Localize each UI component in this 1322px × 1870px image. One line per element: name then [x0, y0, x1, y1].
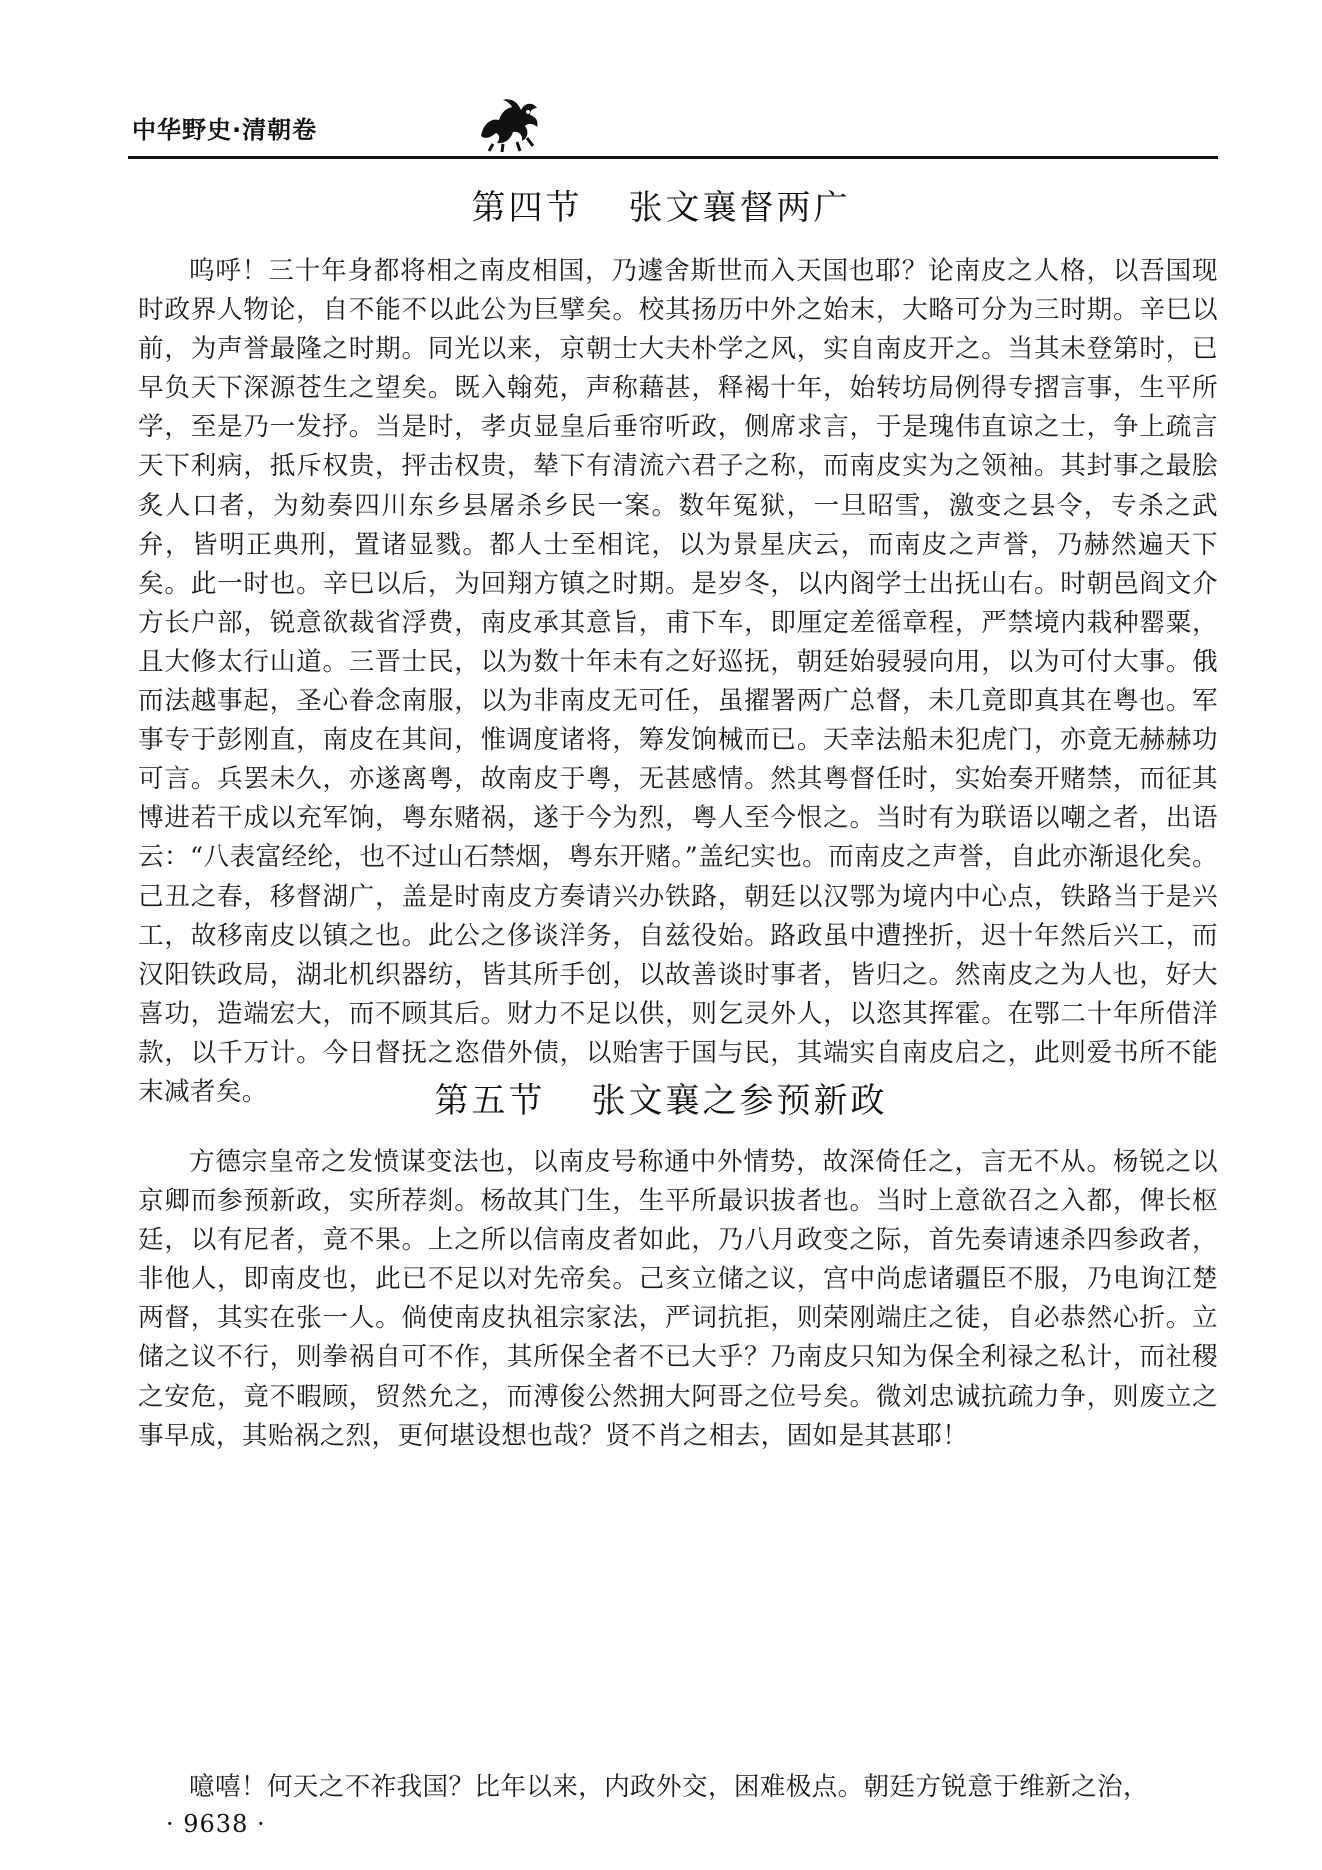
section-number: 第五节 [434, 1081, 546, 1121]
section-number: 第四节 [471, 188, 583, 228]
body-paragraph: 噫嘻！何天之不祚我国？比年以来，内政外交，困难极点。朝廷方锐意于维新之治， [189, 1772, 1149, 1802]
section-heading: 张文襄之参预新政 [591, 1081, 888, 1121]
section-title [0, 180, 1322, 229]
section-title [0, 1073, 1322, 1122]
running-header [128, 102, 1228, 152]
book-title: 中华野史·清朝卷 [132, 116, 318, 144]
dragon-icon [473, 94, 545, 154]
header-rule [128, 156, 1218, 159]
body-paragraph: 呜呼！三十年身都将相之南皮相国，乃遽舍斯世而入天国也耶？论南皮之人格，以吾国现时政界人物论，自不能不以此公为巨擘矣。校其扬历中外之始末，大略可分为三时期。辛巳以前，为声誉最隆之时期。同光以来，京朝士大夫朴学之风，实自南皮开之。当其未登第时，已早负天下深源苍生之望矣。既入翰苑，声称藉甚，释褐十年，始转坊局例得专摺言事，生平所学，至是乃一发抒。当是时，孝贞显皇后垂帘听政，侧席求言，于是瑰伟直谅之士，争上疏言天下利病，抵斥权贵，抨击权贵，辇下有清流六君子之称，而南皮实为之领袖。其封事之最脍炙人口者，为劾奏四川东乡县屠杀乡民一案。数年冤狱，一旦昭雪，激变之县令，专杀之武弁，皆明正典刑，置诸显戮。都人士至相诧，以为景星庆云，而南皮之声誉，乃赫然遍天下矣。此一时也。辛巳以后，为回翔方镇之时期。是岁冬，以内阁学士出抚山右。时朝邑阎文介方长户部，锐意欲裁省浮费，南皮承其意旨，甫下车，即厘定差徭章程，严禁境内栽种罂粟，且大修太行山道。三晋士民，以为数十年未有之好巡抚，朝廷始骎骎向用，以为可付大事。俄而法越事起，圣心眷念南服，以为非南皮无可任，虽擢署两广总督，未几竟即真其在粤也。军事专于彭刚直，南皮在其间，惟调度诸将，筹发饷械而已。天幸法船未犯虎门，亦竟无赫赫功可言。兵罢未久，亦遂离粤，故南皮于粤，无甚感情。然其粤督任时，实始奏开赌禁，而征其博进若干成以充军饷，粤东赌祸，遂于今为烈，粤人至今恨之。当时有为联语以嘲之者，出语云：“八表富经纶，也不过山石禁烟，粤东开赌。”盖纪实也。而南皮之声誉，自此亦渐退化矣。己丑之春，移督湖广，盖是时南皮方奏请兴办铁路，朝廷以汉鄂为境内中心点，铁路当于是兴工，故移南皮以镇之也。此公之侈谈洋务，自兹役始。路政虽中遭挫折，迟十年然后兴工，而汉阳铁政局，湖北机织器纺，皆其所手创，以故善谈时事者，皆归之。然南皮之为人也，好大喜功，造端宏大，而不顾其后。财力不足以供，则乞灵外人，以恣其挥霍。在鄂二十年所借洋款，以千万计。今日督抚之恣借外债，以贻害于国与民，其端实自南皮启之，此则爱书所不能末减者矣。 [138, 256, 1218, 1107]
page-number: · 9638 · [166, 1810, 266, 1838]
section-heading: 张文襄督两广 [628, 188, 851, 228]
body-paragraph: 方德宗皇帝之发愤谋变法也，以南皮号称通中外情势，故深倚任之，言无不从。杨锐之以京卿而参预新政，实所荐剡。杨故其门生，生平所最识拔者也。当时上意欲召之入都，俾长枢廷，以有尼者，竟不果。上之所以信南皮者如此，乃八月政变之际，首先奏请速杀四参政者，非他人，即南皮也，此已不足以对先帝矣。己亥立储之议，宫中尚虑诸疆臣不服，乃电询江楚两督，其实在张一人。倘使南皮执祖宗家法，严词抗拒，则荣刚端庄之徒，自必恭然心折。立储之议不行，则拳祸自可不作，其所保全者不已大乎？乃南皮只知为保全利禄之私计，而社稷之安危，竟不暇顾，贸然允之，而溥俊公然拥大阿哥之位号矣。微刘忠诚抗疏力争，则废立之事早成，其贻祸之烈，更何堪设想也哉？贤不肖之相去，固如是其甚耶！ [138, 1147, 1218, 1451]
